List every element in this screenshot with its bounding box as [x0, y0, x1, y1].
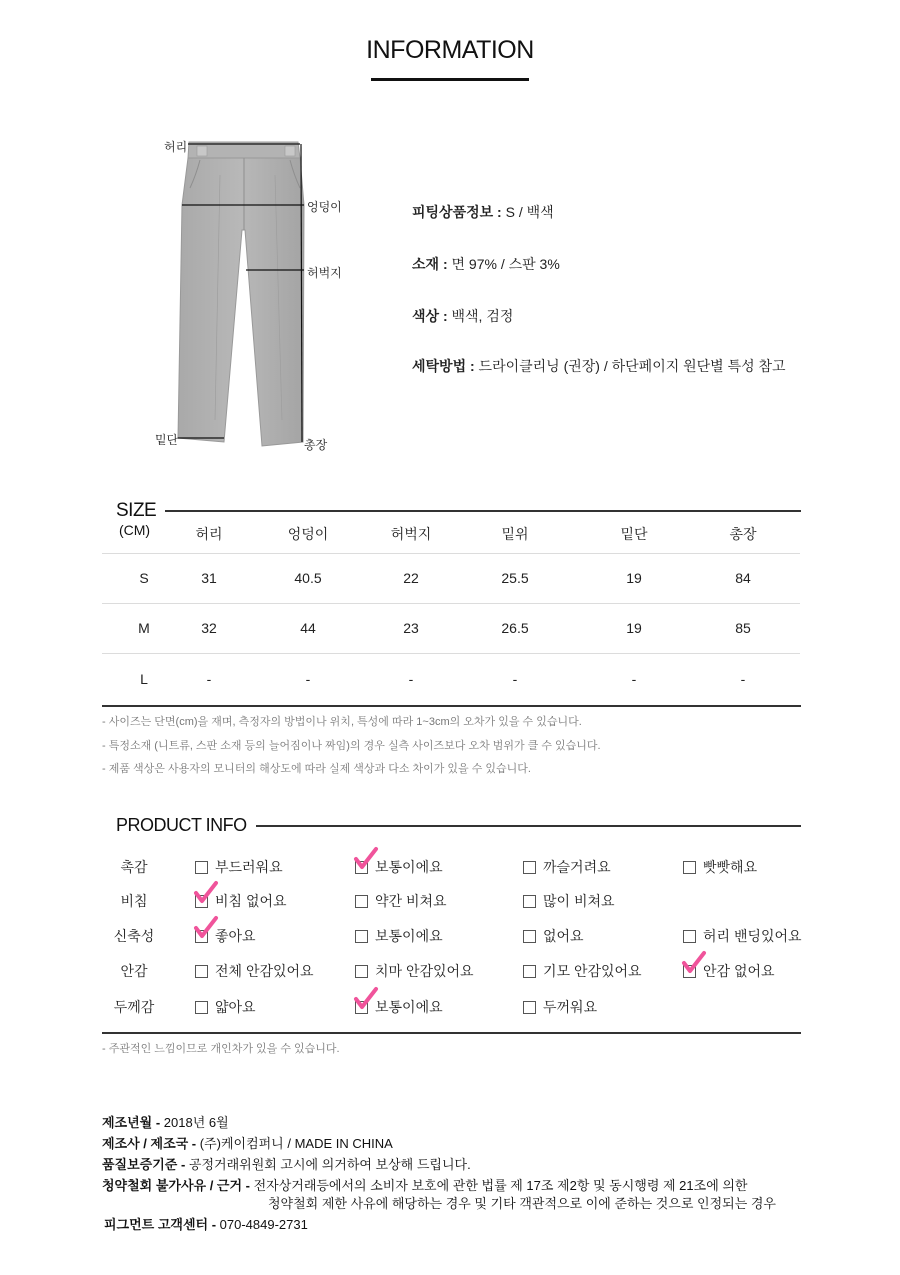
- product-info-rule: [256, 825, 801, 827]
- checkbox-icon: [523, 895, 536, 908]
- checkbox-icon: [195, 930, 208, 943]
- fitting-info-item: 피팅상품정보 : S / 백색: [412, 204, 554, 220]
- pi-option: 허리 밴딩있어요: [683, 926, 802, 946]
- pi-category: 신축성: [113, 928, 155, 944]
- size-cell: -: [631, 671, 637, 687]
- size-cell: 44: [300, 620, 316, 636]
- size-col-header: 밑위: [501, 526, 529, 542]
- size-cell: -: [512, 671, 518, 687]
- size-cell: 84: [735, 570, 751, 586]
- checkbox-icon: [355, 861, 368, 874]
- pi-option-checked: 보통이에요: [355, 857, 443, 877]
- footer-manufacture-date: 제조년월 - 2018년 6월: [102, 1115, 229, 1130]
- footer-quality: 품질보증기준 - 공정거래위원회 고시에 의거하여 보상해 드립니다.: [102, 1157, 471, 1172]
- pi-option: 빳빳해요: [683, 857, 757, 877]
- size-col-header: 엉덩이: [287, 526, 329, 542]
- checkbox-icon: [683, 930, 696, 943]
- size-cell: 25.5: [501, 570, 529, 586]
- checkbox-icon: [355, 895, 368, 908]
- pants-illustration: [150, 128, 350, 458]
- size-cell: -: [305, 671, 311, 687]
- checkbox-icon: [195, 861, 208, 874]
- size-col-header: 밑단: [620, 526, 648, 542]
- checkbox-icon: [195, 1001, 208, 1014]
- thigh-label: 허벅지: [307, 266, 342, 280]
- size-col-header: 허리: [195, 526, 223, 542]
- size-row-label: L: [140, 671, 148, 687]
- size-cell: -: [408, 671, 414, 687]
- footer-withdrawal: 청약철회 불가사유 / 근거 - 전자상거래등에서의 소비자 보호에 관한 법률 제 17조 제2항 및 동시행령 제 21조에 의한: [102, 1178, 748, 1193]
- title-underline: [371, 78, 529, 81]
- pi-option: 두꺼워요: [523, 997, 597, 1017]
- pi-option: 치마 안감있어요: [355, 961, 474, 981]
- pi-option: 전체 안감있어요: [195, 961, 314, 981]
- checkbox-icon: [523, 930, 536, 943]
- checkbox-icon: [523, 1001, 536, 1014]
- size-cell: 40.5: [294, 570, 322, 586]
- hip-label: 엉덩이: [307, 200, 342, 214]
- checkbox-icon: [523, 965, 536, 978]
- size-cell: 22: [403, 570, 419, 586]
- pi-option: 까슬거려요: [523, 857, 611, 877]
- checkbox-icon: [355, 930, 368, 943]
- checkmark-icon: [681, 950, 707, 976]
- size-header-rule: [165, 510, 801, 512]
- pi-option-checked: 안감 없어요: [683, 961, 775, 981]
- size-note: - 특정소재 (니트류, 스판 소재 등의 늘어짐이나 짜임)의 경우 실측 사이즈보다 오차 범위가 클 수 있습니다.: [102, 740, 601, 752]
- checkbox-icon: [523, 861, 536, 874]
- pi-category: 안감: [120, 963, 148, 979]
- washing-info-item: 세탁방법 : 드라이클리닝 (권장) / 하단페이지 원단별 특성 참고: [412, 358, 786, 374]
- pi-option: 보통이에요: [355, 926, 443, 946]
- pi-option: 많이 비쳐요: [523, 891, 615, 911]
- checkmark-icon: [193, 880, 219, 906]
- size-cell: -: [206, 671, 212, 687]
- table-divider: [102, 653, 800, 654]
- checkmark-icon: [353, 846, 379, 872]
- size-cell: 23: [403, 620, 419, 636]
- pi-option-checked: 비침 없어요: [195, 891, 287, 911]
- checkbox-icon: [355, 1001, 368, 1014]
- pi-option-checked: 보통이에요: [355, 997, 443, 1017]
- waist-label: 허리: [164, 140, 188, 154]
- size-cell: -: [740, 671, 746, 687]
- material-info-item: 소재 : 면 97% / 스판 3%: [412, 256, 560, 272]
- checkbox-icon: [683, 861, 696, 874]
- size-cell: 32: [201, 620, 217, 636]
- size-section-title: SIZE: [116, 500, 157, 521]
- color-info-item: 색상 : 백색, 검정: [412, 308, 514, 324]
- size-col-header: 총장: [729, 526, 757, 542]
- pi-category: 비침: [120, 893, 148, 909]
- size-cell: 19: [626, 570, 642, 586]
- size-unit: (CM): [119, 522, 151, 538]
- checkmark-icon: [193, 915, 219, 941]
- size-table-bottom-rule: [102, 705, 801, 707]
- checkbox-icon: [355, 965, 368, 978]
- size-col-header: 허벅지: [390, 526, 432, 542]
- footer-withdrawal-cont: 청약철회 제한 사유에 해당하는 경우 및 기타 객관적으로 이에 준하는 것으로 인정되는 경우: [268, 1196, 776, 1211]
- pi-category: 촉감: [120, 859, 148, 875]
- table-divider: [102, 603, 800, 604]
- size-row-label: M: [138, 620, 150, 636]
- pi-option: 약간 비쳐요: [355, 891, 447, 911]
- pi-option: 기모 안감있어요: [523, 961, 642, 981]
- hem-label: 밑단: [155, 433, 179, 447]
- product-info-title: PRODUCT INFO: [116, 815, 247, 835]
- checkmark-icon: [353, 986, 379, 1012]
- pi-option: 얇아요: [195, 997, 256, 1017]
- length-label: 총장: [304, 438, 328, 452]
- checkbox-icon: [683, 965, 696, 978]
- page-title: INFORMATION: [366, 36, 534, 64]
- pi-option-checked: 좋아요: [195, 926, 256, 946]
- pi-option: 없어요: [523, 926, 584, 946]
- footer-customer-center: 피그먼트 고객센터 - 070-4849-2731: [104, 1217, 308, 1232]
- product-info-bottom-rule: [102, 1032, 801, 1034]
- product-info-note: - 주관적인 느낌이므로 개인차가 있을 수 있습니다.: [102, 1043, 340, 1055]
- size-cell: 19: [626, 620, 642, 636]
- size-note: - 사이즈는 단면(cm)을 재며, 측정자의 방법이나 위치, 특성에 따라 1~3cm의 오차가 있을 수 있습니다.: [102, 716, 582, 728]
- pi-option: 부드러워요: [195, 857, 283, 877]
- checkbox-icon: [195, 965, 208, 978]
- size-cell: 85: [735, 620, 751, 636]
- size-note: - 제품 색상은 사용자의 모니터의 해상도에 따라 실제 색상과 다소 차이가 있을 수 있습니다.: [102, 763, 531, 775]
- size-cell: 26.5: [501, 620, 529, 636]
- checkbox-icon: [195, 895, 208, 908]
- footer-manufacturer: 제조사 / 제조국 - (주)케이컴퍼니 / MADE IN CHINA: [102, 1136, 393, 1151]
- size-cell: 31: [201, 570, 217, 586]
- table-divider: [102, 553, 800, 554]
- size-row-label: S: [139, 570, 149, 586]
- pi-category: 두께감: [113, 999, 155, 1015]
